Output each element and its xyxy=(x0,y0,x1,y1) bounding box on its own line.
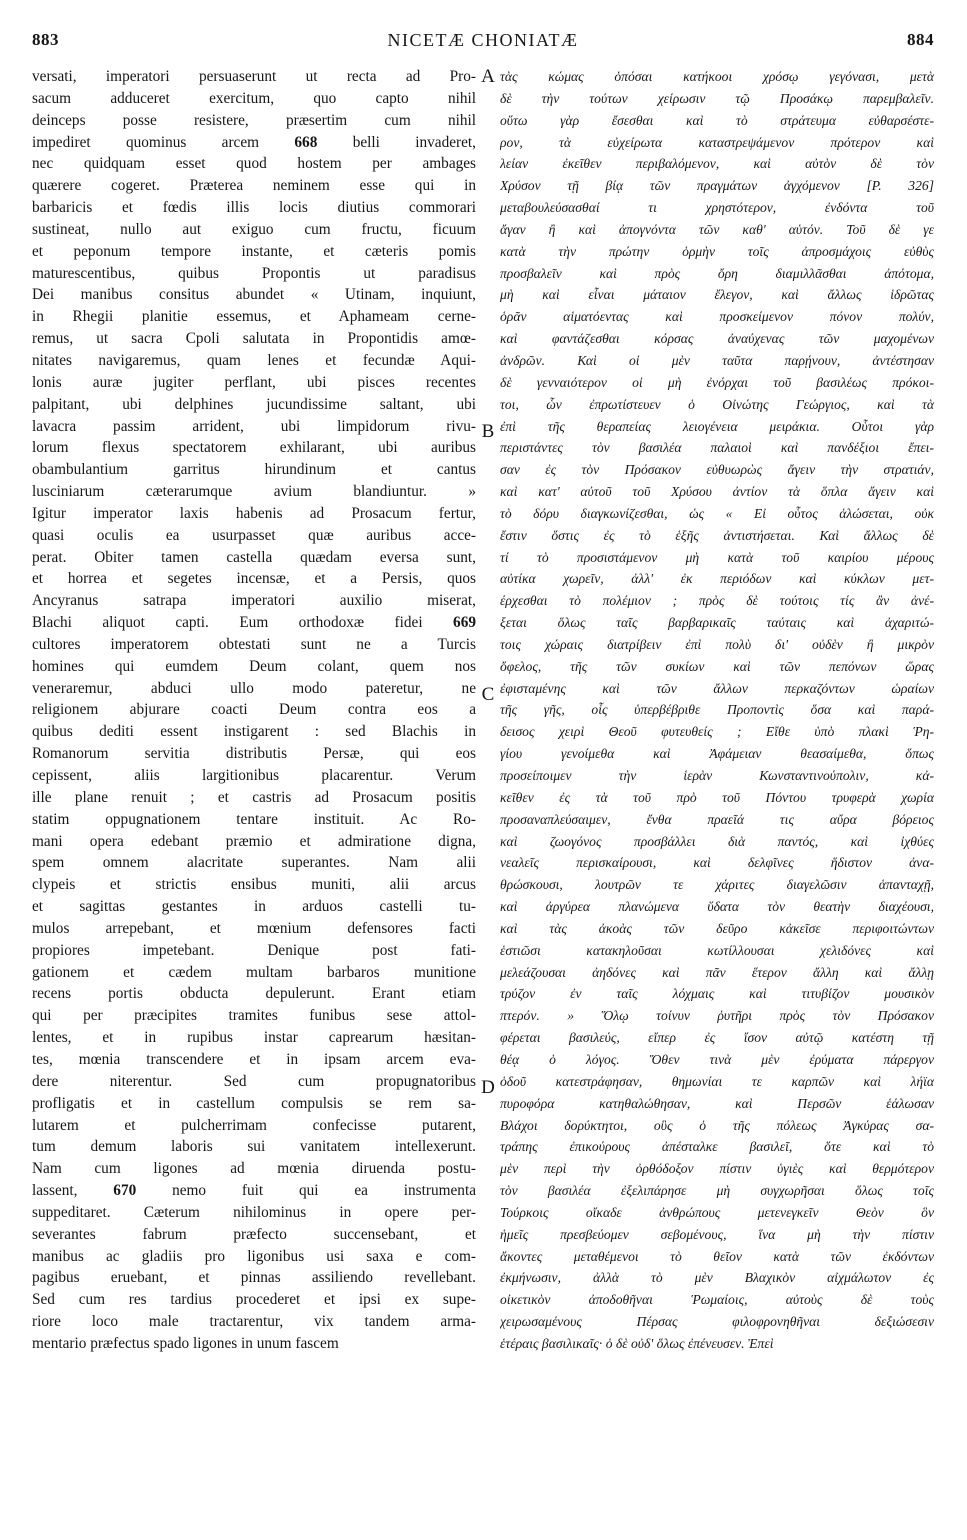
page-header xyxy=(32,30,934,60)
greek-text-line: τὸ δόρυ διαγκωνίζεσθαι, ὡς « Εἰ οὗτος ἁλώσεται, οὐκ xyxy=(500,505,934,521)
section-number: 668 xyxy=(294,133,318,151)
latin-text-line: pagibus eruebant, et pinnas assiliendo revellebant. xyxy=(32,1269,476,1287)
greek-text-line: τράπης ἐπικούρους ἀπέσταλκε βασιλεῖ, ὅτε καὶ τὸ xyxy=(500,1139,934,1155)
greek-text-line: κεῖθεν ἐς τὰ τοῦ πρὸ τοῦ Πόντου τρυφερὰ χωρία xyxy=(500,789,934,805)
greek-text-line: ἐφισταμένης καὶ τῶν ἄλλων περκαζόντων ὡραίων xyxy=(500,680,934,696)
latin-text-line: qui per præcipites tramites funibus sese attol- xyxy=(32,1007,476,1025)
latin-text-line: barbaricis et fœdis illis locis diutius commorari xyxy=(32,199,476,217)
latin-text-line: homines qui eumdem Deum colant, quem nos xyxy=(32,657,476,675)
latin-text-line: quasi oculis ea usurpasset quæ auribus acce- xyxy=(32,526,476,544)
greek-text-line: ἄκοντες μεταθέμενοι τὸ θεῖον κατὰ τῶν ἐκδόντων xyxy=(500,1248,934,1264)
latin-text-line: riore loco male tractarentur, vix tandem arma- xyxy=(32,1313,476,1331)
greek-text-line: τὸν βασιλέα ἐξελιπάρησε μὴ συγχωρῆσαι ὅλως τοῖς xyxy=(500,1183,934,1199)
greek-text-line: τοις χώραις διατρίβειν ἐπὶ πολὺ δι' οὐδὲν ἢ μικρὸν xyxy=(500,636,934,652)
greek-text-line: ἑστιῶσι κατακηλοῦσαι κωτίλλουσαι χελιδόνες καὶ xyxy=(500,942,934,958)
greek-text-line: τῆς γῆς, οἷς ὑπερβέβριθε Προποντὶς ὅσα καὶ παρά- xyxy=(500,702,934,718)
latin-text-line: Sed cum res tardius procederet et ipsi ex supe- xyxy=(32,1291,476,1309)
latin-text-line: Nam cum ligones ad mœnia diruenda postu- xyxy=(32,1160,476,1178)
greek-text-line: νεαλεῖς περισκαίρουσι, καὶ δελφῖνες ἥδιστον ἀνα- xyxy=(500,855,934,871)
latin-text-line: remus, ut sacra Cpoli salutata in Propontidis amœ- xyxy=(32,330,476,348)
latin-text-line: quibus dediti essent instigarent : sed Blachis in xyxy=(32,723,476,741)
latin-text-line: sustineat, nullo aut exiguo cum fructu, ficuum xyxy=(32,220,476,238)
latin-text-line: veneraremur, abduci ullo modo pateretur, ne xyxy=(32,679,476,697)
latin-text-line: perat. Obiter tamen castella quædam eversa sunt, xyxy=(32,548,476,566)
greek-text-line: Τούρκοις οἴκαδε ἀνθρώπους μετενεγκεῖν Θεὸν ὃν xyxy=(500,1204,934,1220)
greek-text-line: ὄφελος, τῆς τῶν συκίων καὶ τῶν πεπόνων ὥρας xyxy=(500,658,934,674)
latin-text-line: obambulantium garritus hirundinum et cantus xyxy=(32,461,476,479)
greek-text-line: Βλάχοι δορύκτητοι, οὓς ὁ τῆς πόλεως Ἀγκύρας σα- xyxy=(500,1117,934,1133)
greek-text-line: θέᾳ ὁ λόγος. Ὅθεν τινὰ μὲν ἐρύματα πάρεργον xyxy=(500,1051,934,1067)
greek-text-line: ἀνδρῶν. Καὶ οἱ μὲν ταῦτα παρῄνουν, ἀντέστησαν xyxy=(500,352,934,368)
latin-text-line: recens portis obducta depulerunt. Erant etiam xyxy=(32,985,476,1003)
greek-text-line: ἐκμήνωσιν, ἀλλὰ τὸ μὲν Βλαχικὸν αἰχμάλωτον ἐς xyxy=(500,1270,934,1286)
greek-text-line: οἰκετικὸν ἀποδοθῆναι Ῥωμαίοις, αὐτοὺς δὲ τοὺς xyxy=(500,1292,934,1308)
greek-text-line: τοι, ὧν ἐπρωτίστευεν ὁ Οἰνώτης Γεώργιος, καὶ τὰ xyxy=(500,396,934,412)
running-title: NICETÆ CHONIATÆ xyxy=(387,30,579,50)
greek-text-line: χειρωσαμένους Πέρσας φιλοφρονηθῆναι δεξιώσεσιν xyxy=(500,1314,934,1330)
greek-text-line: δὲ γενναιότερον οἱ μὴ ἐνόρχαι τοῦ βασιλέως πρόκοι- xyxy=(500,374,934,390)
latin-text-line: sacum adduceret exercitum, quo capto nihil xyxy=(32,89,476,107)
latin-text-line: spem omnem alacritate superantes. Nam alii xyxy=(32,854,476,872)
latin-text-line: suppeditaret. Cæterum nihilominus in opere per- xyxy=(32,1203,476,1221)
latin-text-line: religionem abjurare coacti Deum contra eos a xyxy=(32,701,476,719)
latin-text-line: cepissent, aliis largitionibus placarentur. Verum xyxy=(32,767,476,784)
latin-text-line: lassent, 670 nemo fuit qui ea instrumenta xyxy=(32,1182,476,1200)
latin-text-line: nec quidquam esset quod hostem per ambages xyxy=(32,155,476,173)
latin-text-line: mentario præfectus spado ligones in unum fascem xyxy=(32,1334,339,1352)
greek-text-line: μεταβουλεύσασθαί τι χρηστότερον, ἐνδόντα τοῦ xyxy=(500,200,934,216)
greek-text-line: περιστάντες τὸν βασιλέα παλαιοὶ καὶ πανδέξιοι ἔπει- xyxy=(500,440,934,456)
latin-text-line: quærere cogeret. Præterea neminem esse qui in xyxy=(32,177,476,195)
greek-text-line: γίου γενοίμεθα καὶ Ἀφάμειαν θεασαίμεθα, ὅπως xyxy=(500,746,934,762)
latin-column xyxy=(32,66,476,1355)
latin-text-line: cultores imperatorem obtestati sunt ne a Turcis xyxy=(32,635,476,653)
greek-text-line: καὶ κατ' αὐτοῦ τοῦ Χρύσου ἀντίον τὰ ὅπλα ἄγειν καὶ xyxy=(500,484,934,500)
section-number: 669 xyxy=(453,614,476,632)
greek-text-line: κατὰ τὴν πρώτην ὁρμὴν τοῖς ἀπροσμάχοις εὐθὺς xyxy=(500,243,934,259)
margin-letter-b: B xyxy=(481,421,495,442)
margin-letter-a: A xyxy=(481,66,495,87)
latin-text-line: manibus ac gladiis pro ligonibus usi saxa e com- xyxy=(32,1247,476,1265)
greek-text-line: ὁρᾶν αἱματόεντας καὶ προσκείμενον πόνον πολύν, xyxy=(500,309,934,325)
greek-text-line: τὰς κώμας ὁπόσαι κατήκοοι χρόσῳ γεγόνασι, μετὰ xyxy=(500,69,934,84)
latin-text-line: nitates navigaremus, quam lenes et fecundæ Aqui- xyxy=(32,351,476,369)
page-number-right: 884 xyxy=(907,30,934,49)
latin-text-line: in Rhegii planitie essemus, et Aphameam cerne- xyxy=(32,308,476,326)
latin-text-line: impediret quominus arcem 668 belli invaderet, xyxy=(32,133,476,151)
greek-text-line: μελεάζουσαι ἀηδόνες καὶ πᾶν ἕτερον ἄλλη καὶ ἄλλῃ xyxy=(500,964,934,980)
greek-text-line: καὶ ζωογόνος προσβάλλει διὰ παντός, καὶ ἰχθύες xyxy=(500,833,934,849)
greek-text-line: δεισος χειρὶ Θεοῦ φυτευθείς ; Εἴθε ὑπὸ πλακὶ Ῥη- xyxy=(500,724,934,740)
latin-text-line: palpitant, ubi delphines jucundissime saltant, ubi xyxy=(32,395,476,413)
latin-text-line: lorum flexus spectatorem exhilarant, ubi auribus xyxy=(32,439,476,457)
greek-text-line: μὲν περὶ τὴν ὀρθόδοξον πίστιν ὑγιὲς καὶ θερμότερον xyxy=(500,1161,934,1177)
greek-text-line: ὁδοῦ κατεστράφησαν, θημωνίαι τε καρπῶν καὶ λήϊα xyxy=(500,1073,934,1089)
greek-text-line: τρύζον ἐν ταῖς λόχμαις καὶ τιτυβίζον μουσικὸν xyxy=(500,986,934,1002)
greek-text-line: ἡμεῖς πρεσβεύομεν σεβομένους, ἵνα μὴ τὴν πίστιν xyxy=(500,1226,934,1242)
section-number: 670 xyxy=(113,1182,137,1200)
greek-text-line: τί τὸ προσιστάμενον μὴ κατὰ τοῦ καιρίου μέρους xyxy=(500,549,934,565)
greek-text-line: έρχεσθαι τὸ πολέμιον ; πρὸς δὲ τούτοις τίς ἂν ἀνέ- xyxy=(500,593,934,609)
latin-text-line: lutarem et pulcherrimam confecisse putarent, xyxy=(32,1116,476,1134)
latin-text-line: lavacra passim arrident, ubi limpidorum rivu- xyxy=(32,417,476,435)
latin-text-line: maturescentibus, quibus Propontis ut paradisus xyxy=(32,264,476,282)
latin-text-line: tes, mœnia transcendere et in ipsam arcem eva- xyxy=(32,1050,476,1068)
greek-text-line: ἄγαν ἢ καὶ ἀπογνόντα τῶν καθ' αὑτόν. Τοῦ δὲ γε xyxy=(500,221,934,237)
greek-text-line: προσαναπλεύσαιμεν, ἔνθα πραεῖά τις αὔρα βόρειος xyxy=(500,811,934,827)
latin-text-line: profligatis et in castellum compulsis se rem sa- xyxy=(32,1094,476,1112)
greek-text-line: καὶ φαντάζεσθαι κόρσας ἀναύχενας τῶν μαχομένων xyxy=(500,331,934,347)
latin-text-line: Igitur imperator laxis habenis ad Prosacum fertur, xyxy=(32,504,476,522)
latin-text-line: Romanorum servitia distributis Persæ, qui eos xyxy=(32,745,476,763)
latin-text-line: dere niterentur. Sed cum propugnatoribus xyxy=(32,1072,476,1090)
latin-text-line: lusciniarum cæterarumque avium blandiuntur. » xyxy=(32,483,476,501)
latin-text-line: versati, imperatori persuaserunt ut recta ad Pro- xyxy=(32,68,476,85)
latin-text-line: deinceps posse resistere, præsertim cum nihil xyxy=(32,111,476,129)
latin-text-line: statim oppugnationem tentare instituit. Ac Ro- xyxy=(32,810,476,828)
latin-text-line: gationem et cædem multam barbaros munitione xyxy=(32,963,476,981)
page-number-left: 883 xyxy=(32,30,59,49)
greek-column xyxy=(500,66,934,1355)
latin-text-line: propiores impetebant. Denique post fati- xyxy=(32,941,476,959)
greek-text-line: προσβαλεῖν καὶ πρὸς ὄρη διαμιλλᾶσθαι ἀπότομα, xyxy=(500,265,934,281)
greek-text-line: ἔστιν ὅστις ἐς τὸ ἑξῆς ἀντιστήσεται. Καὶ ἄλλως δὲ xyxy=(500,527,934,543)
greek-text-line: ἐπὶ τῆς θεραπείας λειογένεια μειράκια. Οὗτοι γὰρ xyxy=(500,418,934,434)
greek-text-line: Χρύσον τῇ βίᾳ τῶν πραγμάτων ἀγχόμενον [P. 326] xyxy=(500,178,934,194)
greek-text-line: φέρεται βασιλεύς, εἴπερ ἐς ἴσον αὐτῷ κατέστη τῇ xyxy=(500,1030,934,1046)
latin-text-line: et peponum tempore instante, et cæteris pomis xyxy=(32,242,476,260)
greek-text-line: ἑτέραις βασιλικαῖς· ὁ δὲ οὐδ' ὅλως ἐπένευσεν. Ἐπεὶ xyxy=(500,1335,774,1351)
greek-text-line: ρον, τὰ εὐχείρωτα καταστρεψάμενον πρότερον καὶ xyxy=(500,134,934,150)
latin-text-line: lentes, et in rupibus instar caprearum hæsitan- xyxy=(32,1029,476,1047)
greek-text-line: πτερόν. » Ὅλῳ τοίνυν ῥυτῆρι πρὸς τὸν Πρόσακον xyxy=(500,1008,934,1024)
latin-text-line: mani opera edebant præmio et admiratione digna, xyxy=(32,832,476,850)
greek-text-line: ξεται ὅλως ταῖς βαρβαρικαῖς ταύταις καὶ ἀχαριτώ- xyxy=(500,615,934,631)
latin-text-line: Ancyranus satrapa imperatori auxilio miserat, xyxy=(32,592,476,610)
margin-letter-c: C xyxy=(481,684,495,705)
margin-letter-d: D xyxy=(481,1077,495,1098)
greek-text-line: λείαν ἐκεῖθεν περιβαλόμενον, καὶ αὐτὸν δὲ τὸν xyxy=(500,156,934,172)
greek-text-line: καὶ τὰς ἀκοὰς τῶν δεῦρο κἀκεῖσε περιφοιτώντων xyxy=(500,920,934,936)
greek-text-line: θρώσκουσι, λουτρῶν τε χάριτες διαγελῶσιν ἁπανταχῇ, xyxy=(500,877,934,893)
latin-text-line: lonis auræ jugiter perflant, ubi pisces recentes xyxy=(32,373,476,391)
greek-text-line: προσείποιμεν τὴν ἱερὰν Κωνσταντινούπολιν, κἀ- xyxy=(500,768,934,783)
latin-text-line: Dei manibus consitus abundet « Utinam, inquiunt, xyxy=(32,286,476,304)
latin-text-line: severantes fabrum præfecto succensebant, et xyxy=(32,1225,476,1243)
latin-text-line: ille plane renuit ; et castris ad Prosacum positis xyxy=(32,788,476,806)
latin-text-line: et sagittas gestantes in arduos castelli tu- xyxy=(32,898,476,916)
greek-text-line: καὶ ἀργύρεα πλανώμενα ὕδατα τὸν θεατὴν διαχέουσι, xyxy=(500,899,934,915)
latin-text-line: tum demum laboris sui vanitatem intellexerunt. xyxy=(32,1138,476,1156)
greek-text-line: μὴ καὶ εἶναι μάταιον ἔλεγον, καὶ ἄλλως ἱδρῶτας xyxy=(500,287,934,303)
latin-text-line: et horrea et segetes incensæ, et a Persis, quos xyxy=(32,570,476,588)
latin-text-line: Blachi aliquot capti. Eum orthodoxæ fidei 669 xyxy=(32,614,476,632)
greek-text-line: αὐτίκα χωρεῖν, ἀλλ' ἐκ περιόδων καὶ κύκλων μετ- xyxy=(500,571,934,587)
latin-text-line: mulos arrepebant, et mœnium defensores facti xyxy=(32,919,476,937)
greek-text-line: σαν ἐς τὸν Πρόσακον εὐθυωρὼς ἄγειν τὴν στρατιάν, xyxy=(500,462,934,478)
latin-text-line: clypeis et strictis ensibus muniti, alii arcus xyxy=(32,876,476,894)
greek-text-line: οὕτω γὰρ ἔσεσθαι καὶ τὸ στράτευμα εὐθαρσέστε- xyxy=(500,112,934,128)
greek-text-line: πυροφόρα κατηθαλώθησαν, καὶ Περσῶν ἑάλωσαν xyxy=(500,1095,934,1111)
greek-text-line: δὲ τὴν τούτων χείρωσιν τῷ Προσάκῳ παρεμβαλεῖν. xyxy=(500,90,934,106)
